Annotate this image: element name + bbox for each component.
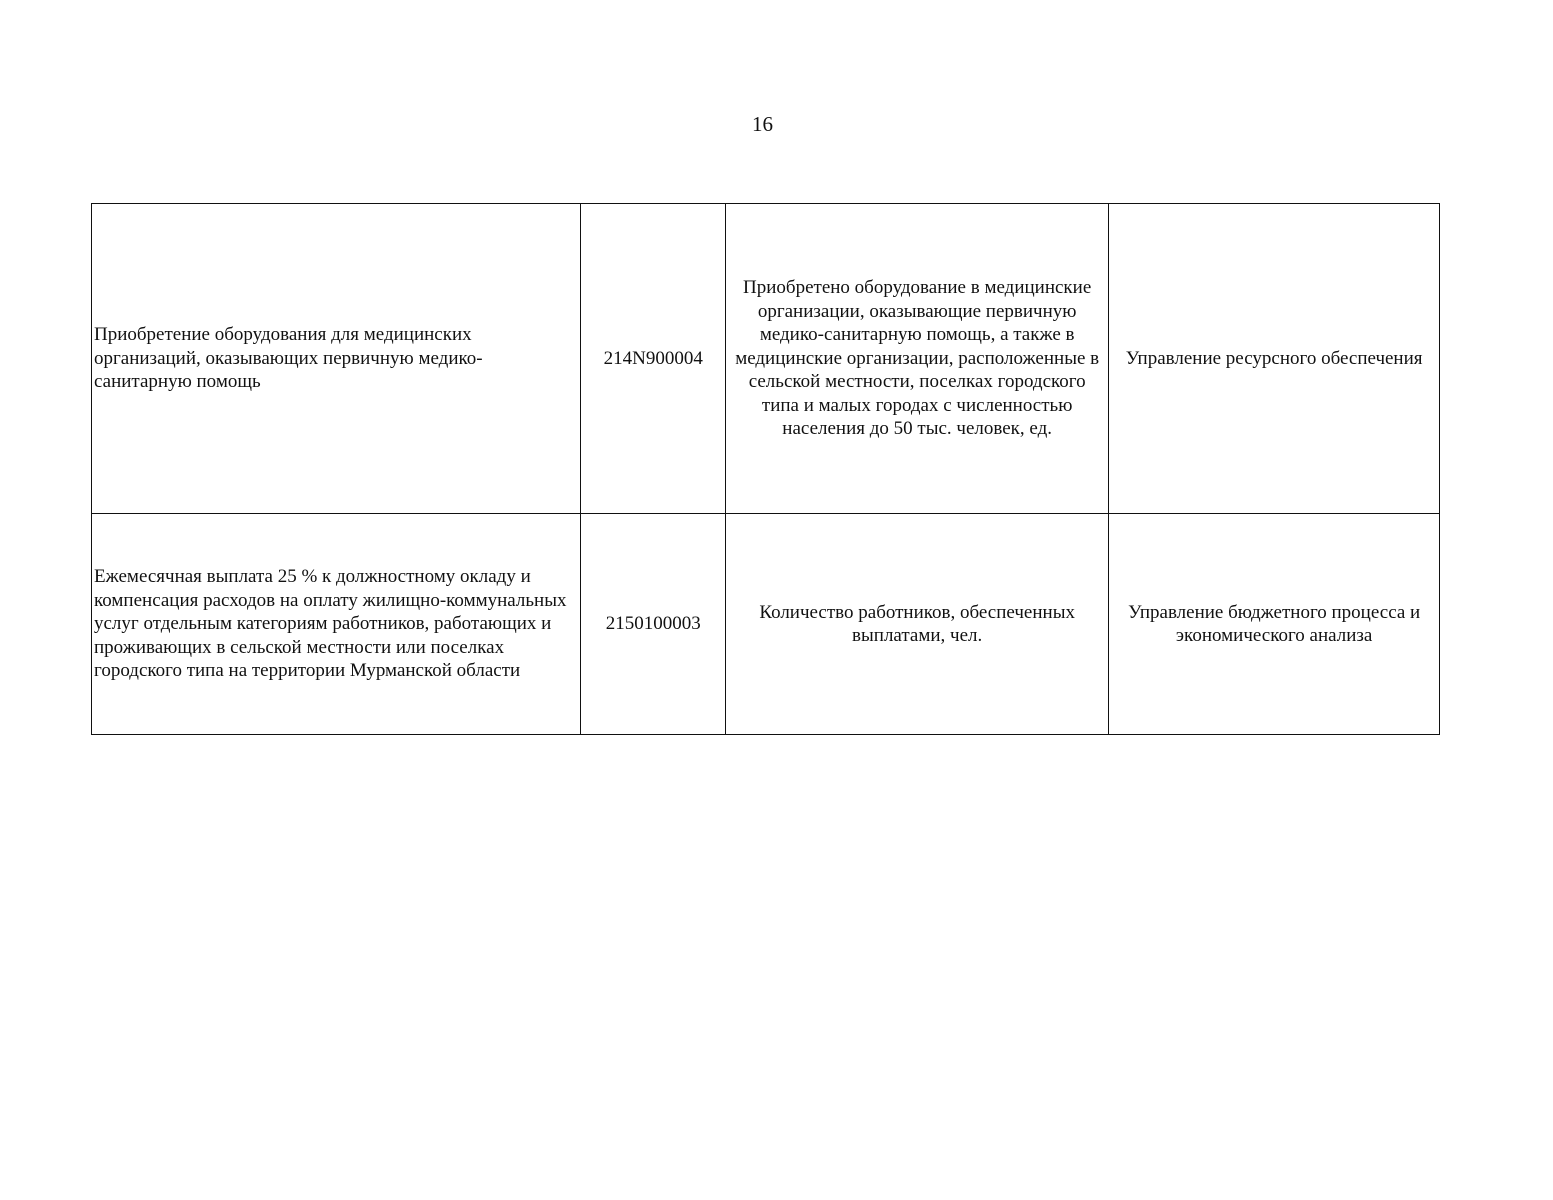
responsible-department-cell: Управление ресурсного обеспечения [1109,204,1440,514]
responsible-department-cell: Управление бюджетного процесса и экономического анализа [1109,514,1440,735]
measure-name-cell: Приобретение оборудования для медицинских организаций, оказывающих первичную медико-санитарную помощь [92,204,581,514]
page-number: 16 [752,112,773,136]
indicator-cell: Приобретено оборудование в медицинские организации, оказывающие первичную медико-санитарную помощь, а также в медицинские организации, расположенные в сельской местности, поселках городского типа и малых городах с численностью населения до 50 тыс. человек, ед. [726,204,1109,514]
measures-table [91,203,1440,735]
measure-name-cell: Ежемесячная выплата 25 % к должностному окладу и компенсация расходов на оплату жилищно-коммунальных услуг отдельным категориям работников, работающих и проживающих в сельской местности или поселках городского типа на территории Мурманской области [92,514,581,735]
indicator-cell: Количество работников, обеспеченных выплатами, чел. [726,514,1109,735]
budget-code-cell: 214N900004 [581,204,726,514]
table-row [92,514,1440,735]
budget-code-cell: 2150100003 [581,514,726,735]
table-row [92,204,1440,514]
